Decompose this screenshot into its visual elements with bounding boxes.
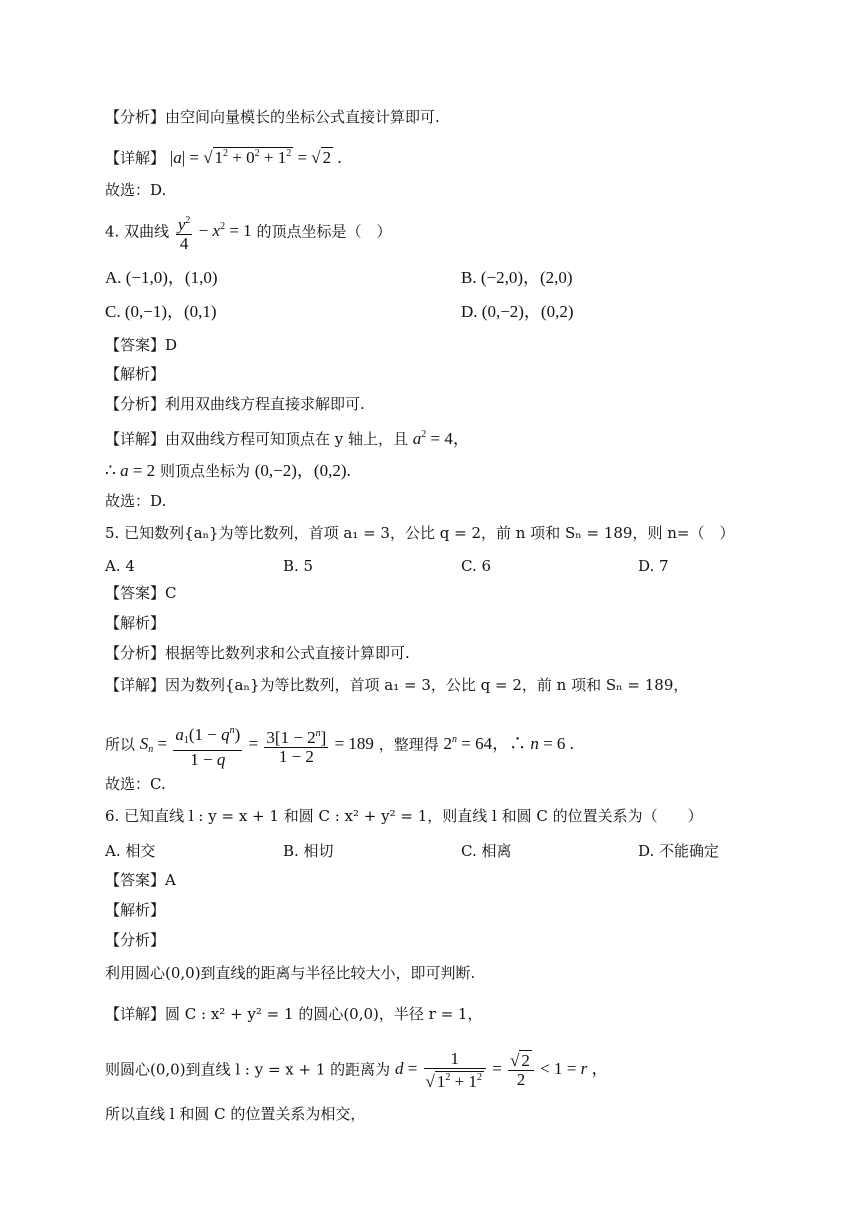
- q5-option-a: A. 4: [105, 557, 135, 575]
- q6-option-c: C. 相离: [461, 842, 512, 860]
- q4-option-a: A. (−1,0)，(1,0): [105, 268, 218, 287]
- q5-option-c: C. 6: [461, 557, 492, 575]
- q3-analysis: 【分析】由空间向量模长的坐标公式直接计算即可.: [105, 108, 440, 126]
- q4-detail-1-math: $a^2 = 4$，: [412, 429, 470, 448]
- q5-result: $2^n = 64$，∴ n = 6 .: [443, 734, 574, 754]
- q4-choice: 故选：D.: [105, 492, 167, 510]
- q6-option-b: B. 相切: [283, 842, 334, 860]
- q5-sum-formula: $S_n$ = $\frac{a_1(1 - q^n)}{1 - q}$ = $\frac{3[1 - 2^n]}{1 - 2}$ = 189: [140, 734, 374, 753]
- q6-solution: 【解析】: [105, 901, 166, 919]
- q6-option-d: D. 不能确定: [638, 842, 720, 860]
- q6-analysis-text: 利用圆心(0,0)到直线的距离与半径比较大小，即可判断.: [105, 964, 476, 982]
- q6-option-a: A. 相交: [105, 842, 156, 860]
- q5-detail-2-prefix: 所以: [105, 735, 136, 754]
- q4-detail-1-text: 【详解】由双曲线方程可知顶点在 y 轴上，且: [105, 430, 409, 448]
- q4-detail-1: [105, 424, 470, 450]
- q6-detail-3: 所以直线 l 和圆 C 的位置关系为相交，: [105, 1105, 366, 1123]
- q5-detail-2: [105, 722, 574, 769]
- q3-detail-math: |a| = √ $1^2 + 0^2 + 1^2$ = √ 2 .: [169, 148, 342, 167]
- q4-analysis: 【分析】利用双曲线方程直接求解即可.: [105, 395, 365, 413]
- q5-answer: 【答案】C: [105, 584, 177, 602]
- q4-stem: [105, 212, 391, 253]
- q6-detail-2-prefix: 则圆心(0,0)到直线 l : y = x + 1 的距离为: [105, 1060, 391, 1079]
- q4-option-b: B. (−2,0)，(2,0): [461, 268, 573, 287]
- q4-detail-2-text: 则顶点坐标为: [159, 462, 250, 480]
- q4-option-c: C. (0,−1)，(0,1): [105, 302, 217, 321]
- q6-distance-formula: d = $\frac{1}{√ 1^2 + 1^2}$ = $\frac{√ 2}{2}$ < 1 = r ，: [394, 1049, 609, 1091]
- q4-detail-2-math-b: (0,−2)，(0,2).: [254, 461, 351, 480]
- q4-equation: $\frac{y^2}{4}$ − $x^2 = 1$: [174, 221, 252, 240]
- q4-stem-suffix: 的顶点坐标是（ ）: [256, 222, 392, 241]
- q3-choice: 故选：D.: [105, 181, 167, 199]
- q4-solution: 【解析】: [105, 365, 166, 383]
- q5-analysis: 【分析】根据等比数列求和公式直接计算即可.: [105, 644, 410, 662]
- q5-detail-2-mid: ，整理得: [378, 735, 439, 754]
- q4-detail-2-math-a: ∴ a = 2: [105, 461, 156, 480]
- q6-detail-2: [105, 1050, 608, 1091]
- q5-stem: 5. 已知数列{aₙ}为等比数列，首项 a₁ = 3，公比 q = 2，前 n 项和 Sₙ = 189，则 n=（ ）: [105, 524, 735, 542]
- q5-option-d: D. 7: [638, 557, 669, 575]
- q4-detail-2: [105, 460, 351, 482]
- q6-analysis: 【分析】: [105, 931, 166, 949]
- q3-detail: [105, 143, 342, 169]
- q5-detail-1: 【详解】因为数列{aₙ}为等比数列，首项 a₁ = 3，公比 q = 2，前 n 项和 Sₙ = 189，: [105, 676, 689, 694]
- q6-stem: 6. 已知直线 l : y = x + 1 和圆 C : x² + y² = 1，则直线 l 和圆 C 的位置关系为（ ）: [105, 807, 703, 825]
- q6-answer: 【答案】A: [105, 871, 176, 889]
- q5-solution: 【解析】: [105, 614, 166, 632]
- q4-stem-prefix: 4. 双曲线: [105, 222, 170, 241]
- q6-detail-1: 【详解】圆 C : x² + y² = 1 的圆心(0,0)，半径 r = 1，: [105, 1005, 483, 1023]
- q3-detail-label: 【详解】: [105, 149, 166, 167]
- q5-option-b: B. 5: [283, 557, 314, 575]
- q4-answer: 【答案】D: [105, 336, 178, 354]
- q5-choice: 故选：C.: [105, 775, 166, 793]
- q4-option-d: D. (0,−2)，(0,2): [461, 302, 574, 321]
